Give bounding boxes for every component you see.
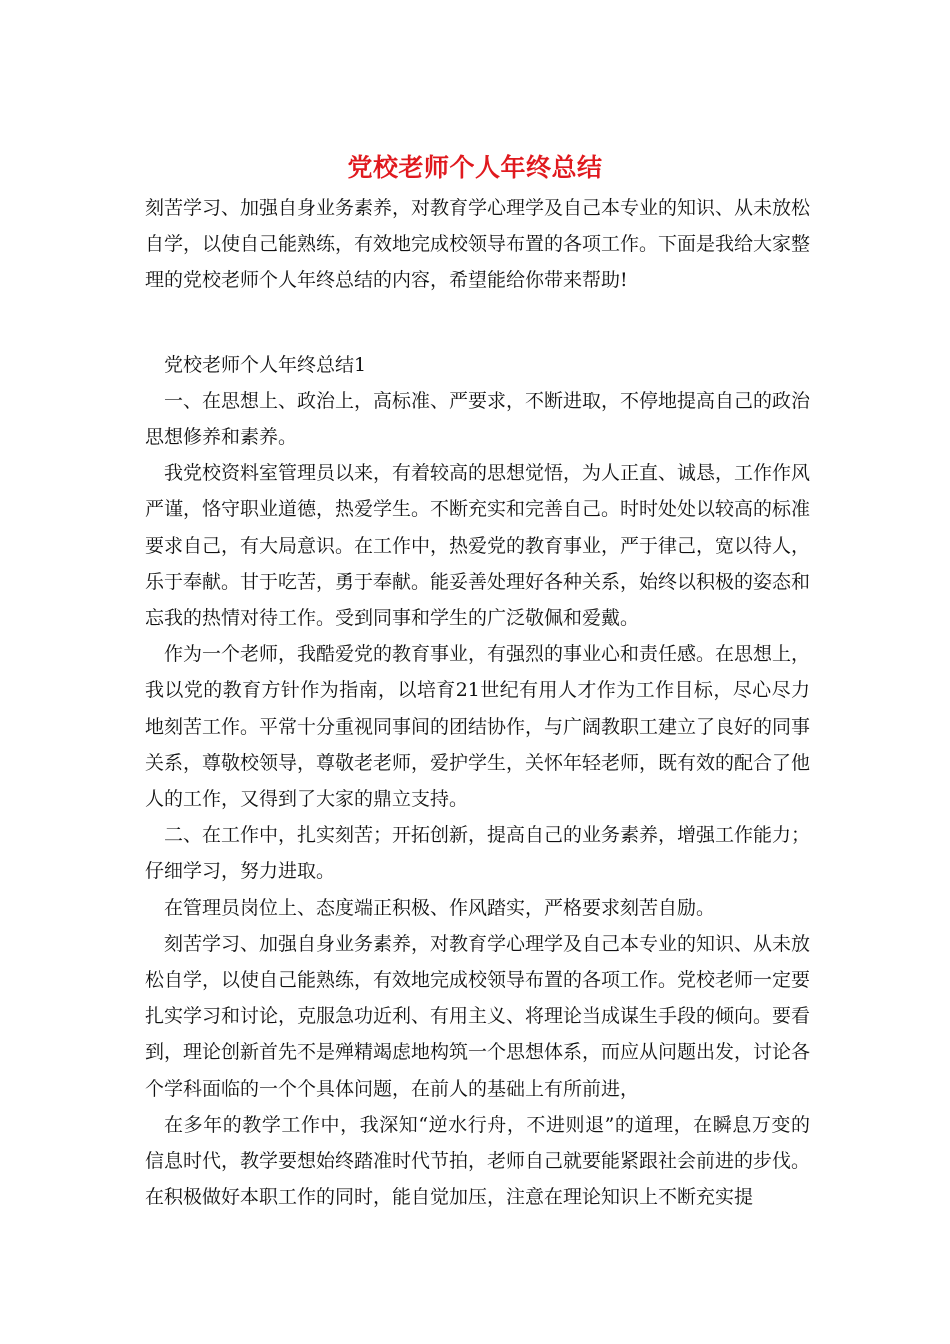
body-paragraph: 我党校资料室管理员以来，有着较高的思想觉悟，为人正直、诚恳，工作作风严谨，恪守职业道德，热爱学生。不断充实和完善自己。时时处处以较高的标准要求自己，有大局意识。在工作中，热爱党的教育事业，严于律己，宽以待人，乐于奉献。甘于吃苦，勇于奉献。能妥善处理好各种关系，始终以积极的姿态和忘我的热情对待工作。受到同事和学生的广泛敬佩和爱戴。	[145, 462, 811, 630]
body-paragraph: 刻苦学习、加强自身业务素养，对教育学心理学及自己本专业的知识、从未放松自学，以使自己能熟练，有效地完成校领导布置的各项工作。党校老师一定要扎实学习和讨论，克服急功近利、有用主义、将理论当成谋生手段的倾向。要看到，理论创新首先不是殚精竭虑地构筑一个思想体系，而应从问题出发，讨论各个学科面临的一个个具体问题，在前人的基础上有所前进，	[145, 932, 811, 1100]
intro-paragraph: 刻苦学习、加强自身业务素养，对教育学心理学及自己本专业的知识、从未放松自学，以使自己能熟练，有效地完成校领导布置的各项工作。下面是我给大家整理的党校老师个人年终总结的内容，希望能给你带来帮助!	[145, 197, 811, 292]
body-paragraph: 一、在思想上、政治上，高标准、严要求，不断进取，不停地提高自己的政治思想修养和素养。	[145, 389, 811, 449]
section-heading: 党校老师个人年终总结1	[164, 353, 367, 376]
body-paragraph: 二、在工作中，扎实刻苦；开拓创新，提高自己的业务素养，增强工作能力；仔细学习，努力进取。	[145, 824, 811, 883]
body-paragraph: 在多年的教学工作中，我深知“逆水行舟，不进则退”的道理，在瞬息万变的信息时代，教学要想始终踏准时代节拍，老师自己就要能紧跟社会前进的步伐。在积极做好本职工作的同时，能自觉加压，注意在理论知识上不断充实提	[145, 1113, 811, 1209]
body-paragraph: 在管理员岗位上、态度端正积极、作风踏实，严格要求刻苦自励。	[164, 896, 716, 919]
body-paragraph: 作为一个老师，我酷爱党的教育事业，有强烈的事业心和责任感。在思想上，我以党的教育方针作为指南，以培育21世纪有用人才作为工作目标，尽心尽力地刻苦工作。平常十分重视同事间的团结协作，与广阔教职工建立了良好的同事关系，尊敬校领导，尊敬老老师，爱护学生，关怀年轻老师，既有效的配合了他人的工作，又得到了大家的鼎立支持。	[145, 643, 811, 811]
document-body	[145, 190, 810, 1215]
paragraph-spacer	[145, 299, 810, 347]
document-title: 党校老师个人年终总结	[347, 153, 603, 182]
